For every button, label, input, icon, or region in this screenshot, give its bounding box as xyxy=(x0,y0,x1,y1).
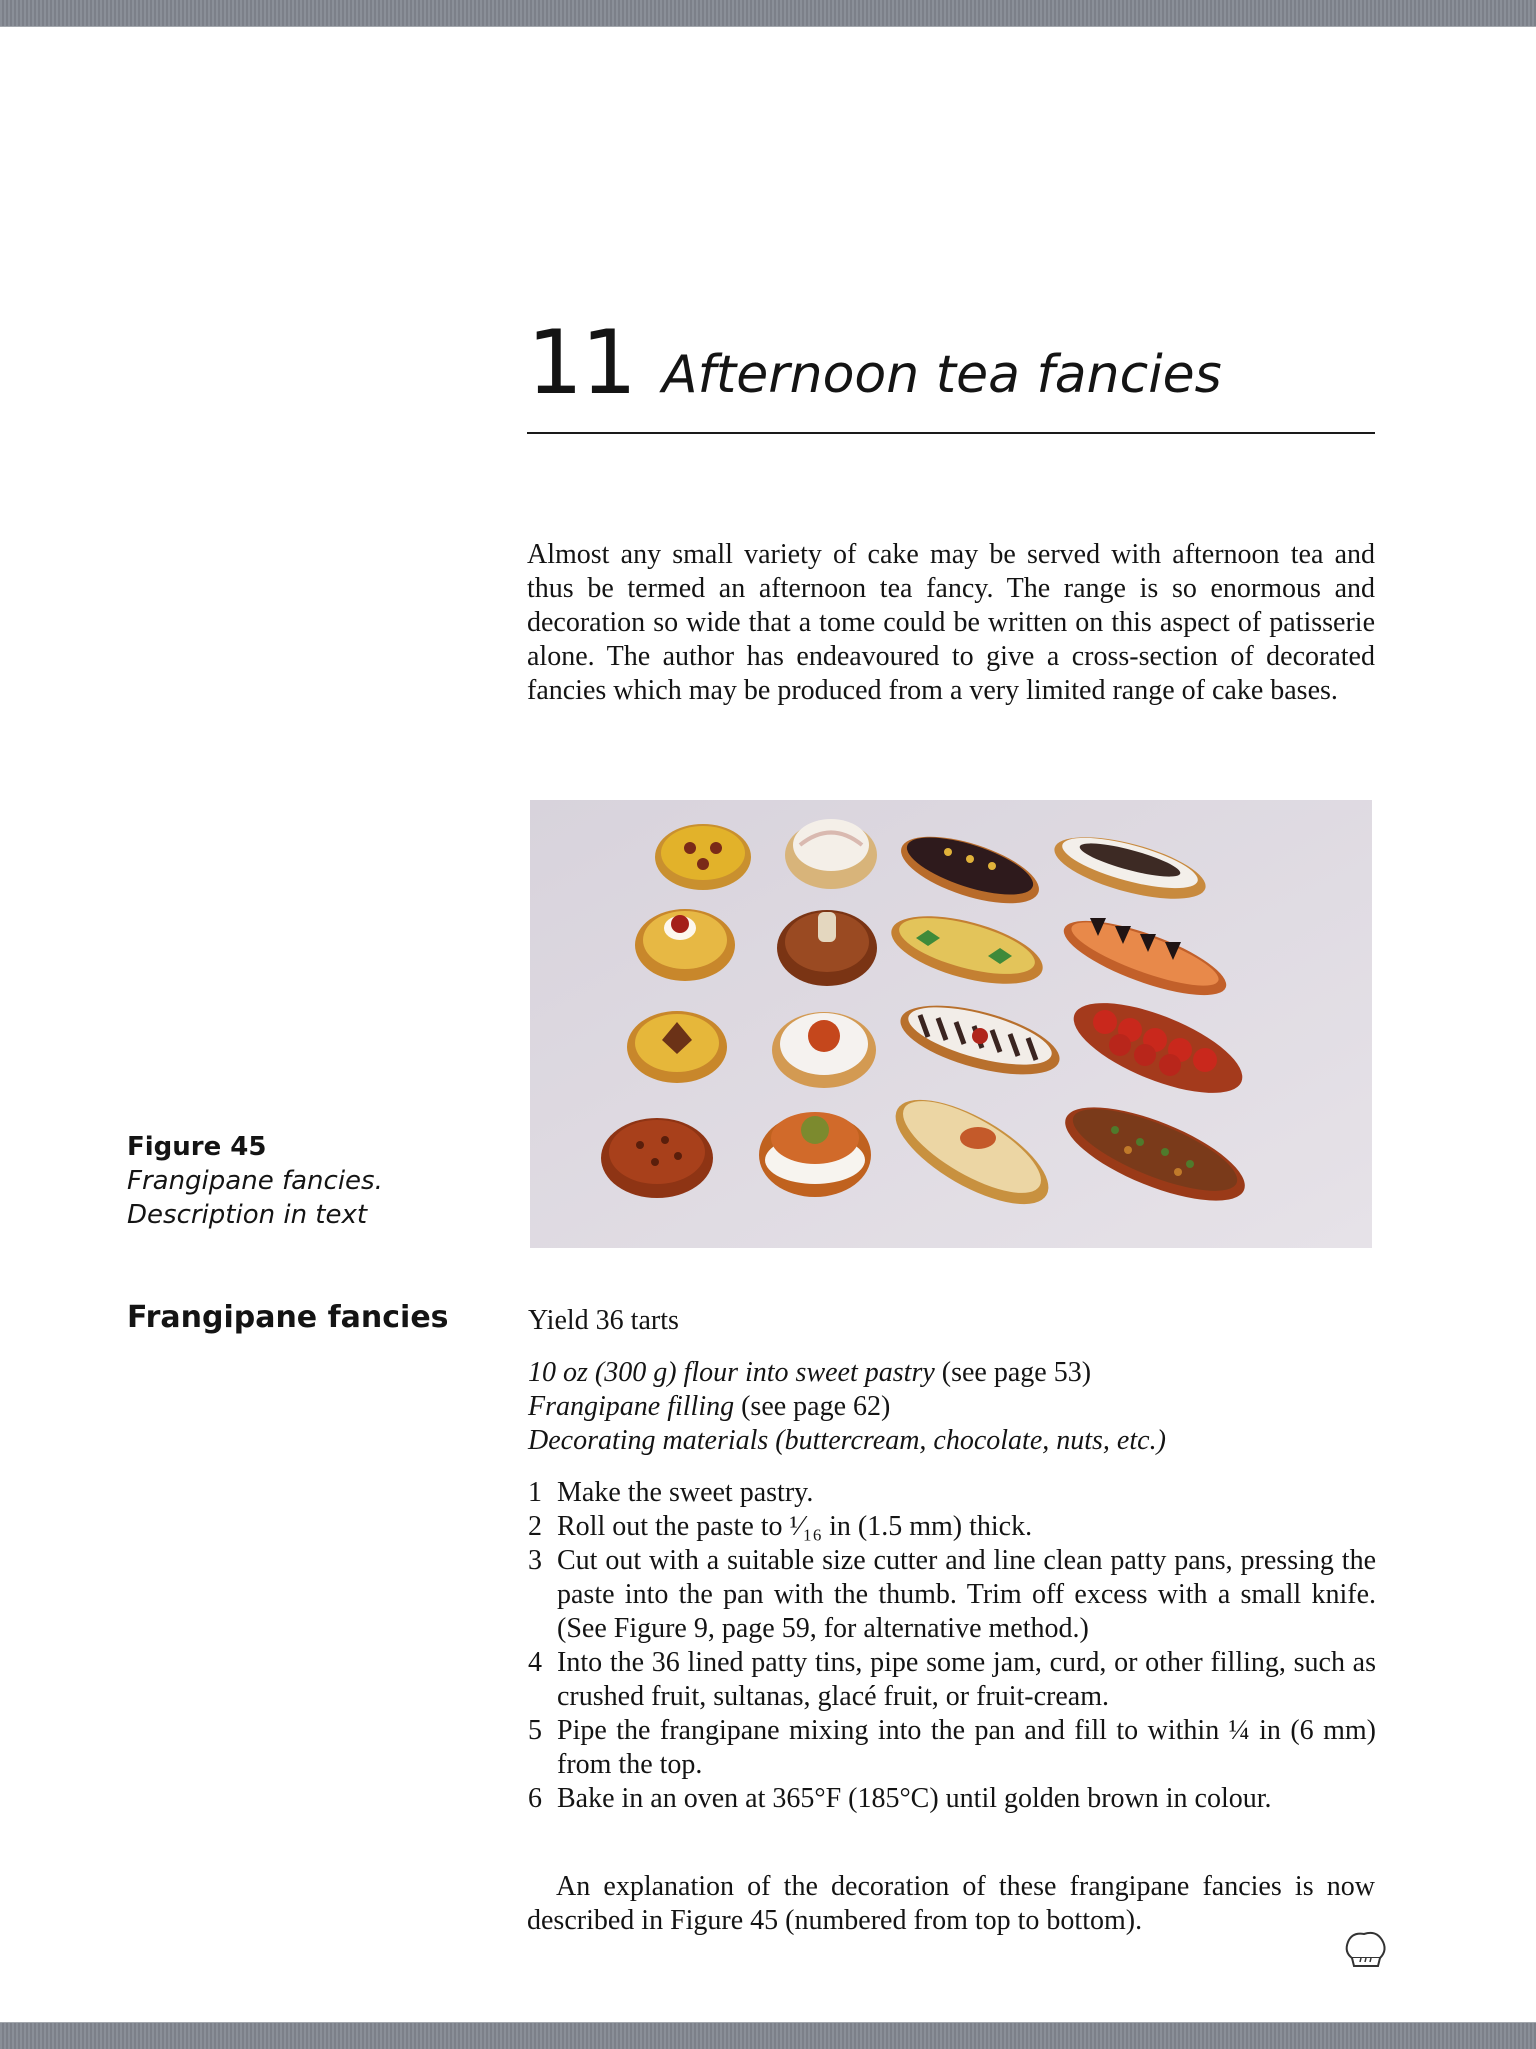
figure-label: Figure 45 xyxy=(127,1132,267,1162)
frangipane-fancies-photo xyxy=(530,800,1372,1248)
chef-hat-icon xyxy=(1340,1922,1390,1972)
reader-top-bar xyxy=(0,0,1536,27)
figure-caption-text: Frangipane fancies. Description in text xyxy=(127,1166,383,1230)
ingredient-item: 10 oz (300 g) flour into sweet pastry (see page 53) xyxy=(528,1357,1092,1388)
ingredient-list xyxy=(528,1356,1376,1458)
method-steps xyxy=(528,1476,1376,1816)
method-step: 1 Make the sweet pastry. xyxy=(528,1477,814,1508)
chapter-heading xyxy=(527,311,1375,434)
method-step: 3 Cut out with a suitable size cutter and line clean patty pans, pressing the paste into the pan with the thumb. Trim off excess with a small knife. (See Figure 9, page 59, for alternative method.) xyxy=(528,1545,1376,1644)
recipe-yield: Yield 36 tarts xyxy=(528,1305,679,1336)
tart-r3c1 xyxy=(627,1011,727,1083)
closing-paragraph: An explanation of the decoration of these frangipane fancies is now described in Figure 45 (numbered from top to bottom). xyxy=(527,1871,1375,1936)
chapter-number: 11 xyxy=(527,311,635,414)
intro-paragraph: Almost any small variety of cake may be served with afternoon tea and thus be termed an afternoon tea fancy. The range is so enormous and decoration so wide that a tome could be written on this aspect of patisserie alone. The author has endeavoured to give a cross-section of decorated fancies which may be produced from a very limited range of cake bases. xyxy=(527,539,1375,706)
tart-r2c2 xyxy=(777,910,877,986)
figure-caption xyxy=(127,1130,427,1232)
method-step: 5 Pipe the frangipane mixing into the pan and fill to within ¼ in (6 mm) from the top. xyxy=(528,1715,1376,1780)
method-step: 4 Into the 36 lined patty tins, pipe some jam, curd, or other filling, such as crushed fruit, sultanas, glacé fruit, or fruit-cream. xyxy=(528,1647,1376,1712)
chapter-title: Afternoon tea fancies xyxy=(662,345,1222,405)
ingredient-item: Decorating materials (buttercream, chocolate, nuts, etc.) xyxy=(528,1425,1166,1456)
recipe-title: Frangipane fancies xyxy=(127,1300,449,1335)
ingredient-item: Frangipane filling (see page 62) xyxy=(528,1391,891,1422)
tart-r1c1 xyxy=(655,824,751,890)
method-step: 6 Bake in an oven at 365°F (185°C) until golden brown in colour. xyxy=(528,1783,1272,1814)
tart-r4c1 xyxy=(601,1118,713,1198)
tart-r3c2 xyxy=(772,1012,876,1088)
method-step: 2 Roll out the paste to ¹⁄₁₆ in (1.5 mm) thick. xyxy=(528,1511,1033,1542)
tart-r2c1 xyxy=(635,909,735,981)
reader-bottom-bar xyxy=(0,2022,1536,2049)
